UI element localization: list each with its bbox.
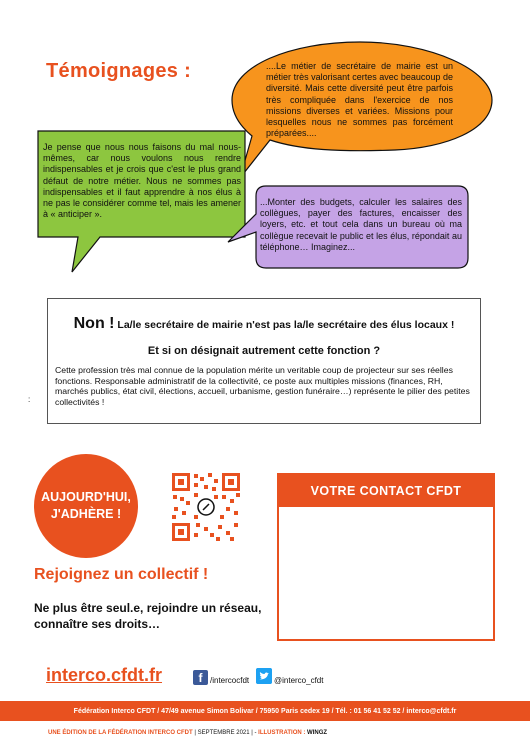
- credits-illustration-label: ILLUSTRATION :: [258, 730, 308, 736]
- join-text: Ne plus être seul.e, rejoindre un réseau, connaître ses droits…: [34, 601, 262, 631]
- quote-green: Je pense que nous nous faisons du mal nous-mêmes, car nous voulons nous rendre indispensables et je crois que c'est le plus grand défaut de notre métier. Nous ne sommes pas indispensables et il faut apprendre à nos élus à ne pas le considérer comme tel, mais les amener à « anticiper ».: [43, 142, 241, 220]
- credits-date: | SEPTEMBRE 2021 | -: [192, 730, 259, 736]
- credits-line: [48, 730, 327, 736]
- credits-edition: UNE ÉDITION DE LA FÉDÉRATION INTERCO CFDT: [48, 730, 193, 736]
- info-heading-text: La/le secrétaire de mairie n'est pas la/le secrétaire des élus locaux !: [117, 319, 455, 331]
- website-link[interactable]: interco.cfdt.fr: [46, 665, 163, 685]
- quote-orange: ....Le métier de secrétaire de mairie est un métier très valorisant certes avec beaucoup de diversité. Mais cette diversité peut être parfois très compliquée dans l'exercice de nos missions diverses et variées. Missions pour lesquelles nous ne sommes pas forcément préparées....: [266, 61, 453, 139]
- qr-code-icon[interactable]: [170, 471, 242, 543]
- footer-address: Fédération Interco CFDT / 47/49 avenue Simon Bolivar / 75950 Paris cedex 19 / Tél. : 01 56 41 52 52 / interco@cfdt.fr: [73, 707, 457, 715]
- info-heading: [48, 315, 480, 333]
- join-badge[interactable]: [34, 454, 138, 558]
- join-title: Rejoignez un collectif !: [34, 566, 209, 583]
- contact-box: [277, 473, 495, 641]
- join-badge-line1: AUJOURD'HUI,: [41, 490, 131, 504]
- footer-address-bar: [0, 701, 530, 721]
- stray-colon: :: [28, 395, 31, 404]
- facebook-icon[interactable]: f: [193, 670, 208, 685]
- info-box: [47, 298, 481, 424]
- info-body: Cette profession très mal connue de la population mérite un veritable coup de projecteur sur ses réelles fonctions. Responsable administratif de la collectivité, ce poste aux multiples missions (finances, RH, marchés publics, état civil, élections, accueil, urbanisme, gestion funéraire…) représente le pilier des petites collectivités !: [55, 365, 470, 407]
- join-badge-line2: J'ADHÈRE !: [50, 507, 122, 521]
- contact-header: VOTRE CONTACT CFDT: [279, 475, 493, 507]
- credits-illustrator: WINGZ: [307, 730, 328, 736]
- twitter-icon[interactable]: [256, 668, 272, 684]
- page-title: Témoignages :: [46, 60, 192, 82]
- facebook-handle[interactable]: /intercocfdt: [210, 676, 250, 685]
- info-non: Non !: [73, 315, 115, 332]
- info-subheading: Et si on désignait autrement cette fonction ?: [147, 345, 381, 357]
- quote-purple: ...Monter des budgets, calculer les salaires des collègues, payer des factures, encaisser des loyers, etc. et tout cela dans un bureau où ma collègue recevait le public et les élus, répondait au téléphone… Imaginez...: [260, 197, 462, 252]
- twitter-handle[interactable]: @interco_cfdt: [274, 676, 324, 685]
